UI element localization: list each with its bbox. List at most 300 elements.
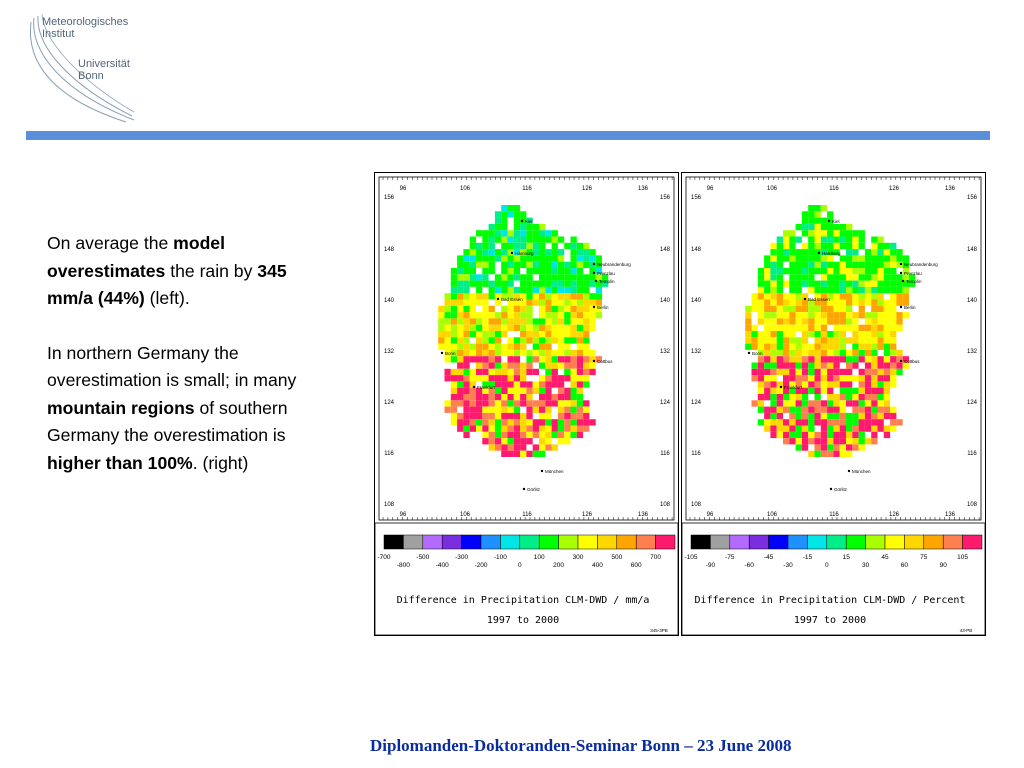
map-grid-cell xyxy=(470,375,476,381)
map-grid-cell xyxy=(501,344,507,350)
map-grid-cell xyxy=(589,255,595,261)
map-grid-cell xyxy=(514,337,520,343)
map-grid-cell xyxy=(457,274,463,280)
map-grid-cell xyxy=(865,381,871,387)
map-grid-cell xyxy=(476,375,482,381)
map-grid-cell xyxy=(457,318,463,324)
map-grid-cell xyxy=(878,293,884,299)
map-grid-cell xyxy=(463,262,469,268)
map-grid-cell xyxy=(583,375,589,381)
map-grid-cell xyxy=(783,375,789,381)
map-grid-cell xyxy=(777,325,783,331)
map-grid-cell xyxy=(451,325,457,331)
map-grid-cell xyxy=(840,388,846,394)
map-grid-cell xyxy=(808,400,814,406)
map-grid-cell xyxy=(457,255,463,261)
map-grid-cell xyxy=(552,426,558,432)
map-grid-cell xyxy=(482,300,488,306)
map-grid-cell xyxy=(533,419,539,425)
y-tick-label: 108 xyxy=(659,502,671,508)
map-grid-cell xyxy=(539,444,545,450)
map-grid-cell xyxy=(552,287,558,293)
map-grid-cell xyxy=(533,444,539,450)
map-grid-cell xyxy=(558,388,564,394)
map-grid-cell xyxy=(827,211,833,217)
city-label: Bonn xyxy=(752,351,763,356)
scale-label: 300 xyxy=(572,554,584,561)
city-marker xyxy=(828,220,830,222)
map-grid-cell xyxy=(564,281,570,287)
map-grid-cell xyxy=(808,381,814,387)
map-grid-cell xyxy=(558,419,564,425)
map-grid-cell xyxy=(495,318,501,324)
map-grid-cell xyxy=(840,350,846,356)
map-grid-cell xyxy=(545,394,551,400)
map-grid-cell xyxy=(852,375,858,381)
map-grid-cell xyxy=(596,293,602,299)
map-grid-cell xyxy=(758,293,764,299)
map-grid-cell xyxy=(564,394,570,400)
scale-label: 75 xyxy=(920,554,928,561)
map-grid-cell xyxy=(770,337,776,343)
map-grid-cell xyxy=(789,337,795,343)
map-grid-cell xyxy=(501,318,507,324)
map-grid-cell xyxy=(833,400,839,406)
map-grid-cell xyxy=(846,243,852,249)
map-grid-cell xyxy=(451,312,457,318)
map-grid-cell xyxy=(777,363,783,369)
map-grid-cell xyxy=(571,394,577,400)
map-grid-cell xyxy=(859,438,865,444)
map-grid-cell xyxy=(476,369,482,375)
map-grid-cell xyxy=(533,230,539,236)
map-grid-cell xyxy=(871,375,877,381)
map-grid-cell xyxy=(859,369,865,375)
map-grid-cell xyxy=(789,438,795,444)
map-grid-cell xyxy=(852,230,858,236)
map-grid-cell xyxy=(796,350,802,356)
color-scale-swatch xyxy=(807,535,826,549)
map-grid-cell xyxy=(852,243,858,249)
map-grid-cell xyxy=(833,444,839,450)
map-grid-cell xyxy=(833,230,839,236)
map-grid-cell xyxy=(457,344,463,350)
map-grid-cell xyxy=(589,369,595,375)
map-grid-cell xyxy=(846,451,852,457)
color-scale-swatch xyxy=(749,535,768,549)
body-text xyxy=(47,230,337,504)
map-grid-cell xyxy=(539,249,545,255)
map-grid-cell xyxy=(451,375,457,381)
map-grid-cell xyxy=(752,337,758,343)
map-grid-cell xyxy=(846,293,852,299)
map-grid-cell xyxy=(508,325,514,331)
map-grid-cell xyxy=(802,369,808,375)
map-grid-cell xyxy=(827,318,833,324)
map-grid-cell xyxy=(815,438,821,444)
map-grid-cell xyxy=(571,375,577,381)
precipitation-map-right xyxy=(681,172,986,636)
map-grid-cell xyxy=(833,287,839,293)
y-tick-label: 108 xyxy=(966,502,978,508)
map-grid-cell xyxy=(564,268,570,274)
map-grid-cell xyxy=(514,312,520,318)
map-grid-cell xyxy=(514,268,520,274)
x-tick-label: 136 xyxy=(637,512,649,518)
map-grid-cell xyxy=(457,400,463,406)
map-grid-cell xyxy=(583,281,589,287)
map-grid-cell xyxy=(577,419,583,425)
map-graphic xyxy=(682,173,985,635)
map-grid-cell xyxy=(871,381,877,387)
scale-label: 0 xyxy=(517,562,522,569)
map-grid-cell xyxy=(865,350,871,356)
map-grid-cell xyxy=(476,407,482,413)
y-tick-label: 132 xyxy=(966,349,978,355)
map-grid-cell xyxy=(764,426,770,432)
map-grid-cell xyxy=(564,375,570,381)
map-grid-cell xyxy=(451,419,457,425)
map-grid-cell xyxy=(852,337,858,343)
map-grid-cell xyxy=(501,419,507,425)
map-grid-cell xyxy=(808,243,814,249)
map-grid-cell xyxy=(796,262,802,268)
logo-text-line: Bonn xyxy=(78,70,104,82)
map-grid-cell xyxy=(884,394,890,400)
map-grid-cell xyxy=(526,300,532,306)
map-grid-cell xyxy=(802,363,808,369)
map-grid-cell xyxy=(539,375,545,381)
map-grid-cell xyxy=(871,426,877,432)
map-grid-cell xyxy=(821,287,827,293)
map-grid-cell xyxy=(571,381,577,387)
map-grid-cell xyxy=(577,394,583,400)
map-grid-cell xyxy=(865,394,871,400)
map-grid-cell xyxy=(802,419,808,425)
map-grid-cell xyxy=(463,249,469,255)
map-grid-cell xyxy=(802,230,808,236)
map-grid-cell xyxy=(846,388,852,394)
map-grid-cell xyxy=(783,394,789,400)
map-grid-cell xyxy=(896,419,902,425)
map-grid-cell xyxy=(482,375,488,381)
x-tick-label: 126 xyxy=(888,512,900,518)
map-grid-cell xyxy=(789,306,795,312)
map-grid-cell xyxy=(859,287,865,293)
map-grid-cell xyxy=(533,388,539,394)
color-scale-swatch xyxy=(924,535,943,549)
map-grid-cell xyxy=(815,350,821,356)
map-grid-cell xyxy=(470,344,476,350)
map-grid-cell xyxy=(871,413,877,419)
map-grid-cell xyxy=(526,230,532,236)
map-grid-cell xyxy=(808,318,814,324)
city-marker xyxy=(541,470,543,472)
map-grid-cell xyxy=(526,426,532,432)
map-grid-cell xyxy=(852,300,858,306)
map-grid-cell xyxy=(508,211,514,217)
map-grid-cell xyxy=(482,318,488,324)
map-grid-cell xyxy=(821,205,827,211)
map-grid-cell xyxy=(564,438,570,444)
map-grid-cell xyxy=(852,400,858,406)
map-grid-cell xyxy=(827,407,833,413)
map-grid-cell xyxy=(871,350,877,356)
map-grid-cell xyxy=(514,388,520,394)
map-grid-cell xyxy=(871,293,877,299)
map-grid-cell xyxy=(796,318,802,324)
map-grid-cell xyxy=(884,306,890,312)
map-grid-cell xyxy=(520,230,526,236)
map-grid-cell xyxy=(859,394,865,400)
map-grid-cell xyxy=(501,325,507,331)
map-grid-cell xyxy=(558,375,564,381)
city-label: Hamburg xyxy=(515,251,534,256)
map-grid-cell xyxy=(564,419,570,425)
map-grid-cell xyxy=(539,331,545,337)
map-grid-cell xyxy=(783,407,789,413)
map-grid-cell xyxy=(865,438,871,444)
map-grid-cell xyxy=(815,262,821,268)
map-grid-cell xyxy=(884,281,890,287)
city-marker xyxy=(473,386,475,388)
map-grid-cell xyxy=(802,249,808,255)
map-grid-cell xyxy=(827,243,833,249)
map-grid-cell xyxy=(821,451,827,457)
map-grid-cell xyxy=(564,262,570,268)
map-grid-cell xyxy=(758,381,764,387)
map-grid-cell xyxy=(545,268,551,274)
city-label: Prenzlau xyxy=(597,271,615,276)
map-grid-cell xyxy=(821,438,827,444)
map-grid-cell xyxy=(552,350,558,356)
map-grid-cell xyxy=(865,300,871,306)
city-marker xyxy=(497,298,499,300)
map-grid-cell xyxy=(840,237,846,243)
map-grid-cell xyxy=(777,426,783,432)
map-grid-cell xyxy=(482,350,488,356)
map-grid-cell xyxy=(495,388,501,394)
x-tick-label: 136 xyxy=(944,186,956,192)
map-grid-cell xyxy=(777,419,783,425)
map-grid-cell xyxy=(758,388,764,394)
map-grid-cell xyxy=(495,426,501,432)
map-grid-cell xyxy=(451,293,457,299)
map-grid-cell xyxy=(802,325,808,331)
map-grid-cell xyxy=(865,375,871,381)
map-grid-cell xyxy=(539,318,545,324)
map-grid-cell xyxy=(526,281,532,287)
map-grid-cell xyxy=(463,318,469,324)
map-grid-cell xyxy=(878,262,884,268)
map-grid-cell xyxy=(878,344,884,350)
map-grid-cell xyxy=(878,381,884,387)
map-grid-cell xyxy=(789,274,795,280)
map-grid-cell xyxy=(840,325,846,331)
city-marker xyxy=(900,272,902,274)
scale-label: 30 xyxy=(861,562,870,569)
map-grid-cell xyxy=(457,262,463,268)
map-grid-cell xyxy=(833,407,839,413)
city-marker xyxy=(593,263,595,265)
map-grid-cell xyxy=(539,356,545,362)
map-grid-cell xyxy=(758,274,764,280)
map-grid-cell xyxy=(489,318,495,324)
map-grid-cell xyxy=(808,287,814,293)
map-grid-cell xyxy=(564,331,570,337)
map-grid-cell xyxy=(514,381,520,387)
map-grid-cell xyxy=(852,407,858,413)
map-grid-cell xyxy=(476,318,482,324)
map-grid-cell xyxy=(764,281,770,287)
map-grid-cell xyxy=(777,388,783,394)
map-grid-cell xyxy=(495,381,501,387)
map-grid-cell xyxy=(808,281,814,287)
map-grid-cell xyxy=(564,274,570,280)
map-grid-cell xyxy=(508,312,514,318)
map-grid-cell xyxy=(770,249,776,255)
map-grid-cell xyxy=(789,350,795,356)
paragraph-1 xyxy=(47,230,337,313)
map-grid-cell xyxy=(884,325,890,331)
map-grid-cell xyxy=(752,344,758,350)
map-grid-cell xyxy=(514,205,520,211)
map-grid-cell xyxy=(508,337,514,343)
map-grid-cell xyxy=(789,369,795,375)
map-grid-cell xyxy=(526,325,532,331)
y-tick-label: 140 xyxy=(966,298,978,304)
x-tick-label: 106 xyxy=(766,512,778,518)
map-grid-cell xyxy=(815,451,821,457)
map-grid-cell xyxy=(890,413,896,419)
map-grid-cell xyxy=(852,394,858,400)
map-grid-cell xyxy=(865,344,871,350)
map-grid-cell xyxy=(577,255,583,261)
map-grid-cell xyxy=(489,356,495,362)
map-grid-cell xyxy=(833,381,839,387)
map-grid-cell xyxy=(752,293,758,299)
map-grid-cell xyxy=(495,331,501,337)
map-grid-cell xyxy=(890,375,896,381)
map-grid-cell xyxy=(476,356,482,362)
scale-label: 100 xyxy=(533,554,545,561)
map-grid-cell xyxy=(457,369,463,375)
scale-label: -30 xyxy=(783,562,793,569)
map-grid-cell xyxy=(482,369,488,375)
map-grid-cell xyxy=(871,394,877,400)
map-grid-cell xyxy=(445,375,451,381)
map-grid-cell xyxy=(846,350,852,356)
map-grid-cell xyxy=(808,375,814,381)
map-grid-cell xyxy=(558,300,564,306)
map-grid-cell xyxy=(815,237,821,243)
map-grid-cell xyxy=(802,356,808,362)
map-grid-cell xyxy=(489,350,495,356)
map-grid-cell xyxy=(526,255,532,261)
map-grid-cell xyxy=(770,274,776,280)
map-grid-cell xyxy=(501,444,507,450)
y-tick-label: 116 xyxy=(967,451,977,457)
map-grid-cell xyxy=(545,375,551,381)
city-marker xyxy=(848,470,850,472)
map-grid-cell xyxy=(533,344,539,350)
map-grid-cell xyxy=(508,369,514,375)
map-grid-cell xyxy=(583,413,589,419)
map-grid-cell xyxy=(871,255,877,261)
map-grid-cell xyxy=(758,369,764,375)
map-grid-cell xyxy=(815,306,821,312)
city-marker xyxy=(900,263,902,265)
city-marker xyxy=(521,220,523,222)
map-grid-cell xyxy=(859,230,865,236)
map-grid-cell xyxy=(815,432,821,438)
map-grid-cell xyxy=(808,211,814,217)
map-grid-cell xyxy=(802,337,808,343)
map-grid-cell xyxy=(770,350,776,356)
map-grid-cell xyxy=(508,318,514,324)
map-grid-cell xyxy=(802,426,808,432)
map-grid-cell xyxy=(846,312,852,318)
map-grid-cell xyxy=(815,369,821,375)
map-grid-cell xyxy=(476,249,482,255)
map-grid-cell xyxy=(470,356,476,362)
map-grid-cell xyxy=(489,306,495,312)
map-grid-cell xyxy=(545,230,551,236)
map-grid-cell xyxy=(777,312,783,318)
map-grid-cell xyxy=(840,306,846,312)
city-label: Görlitz xyxy=(834,487,848,492)
map-grid-cell xyxy=(840,407,846,413)
map-grid-cell xyxy=(852,318,858,324)
map-grid-cell xyxy=(533,407,539,413)
map-grid-cell xyxy=(884,262,890,268)
map-grid-cell xyxy=(796,237,802,243)
map-grid-cell xyxy=(489,363,495,369)
map-grid-cell xyxy=(476,300,482,306)
map-grid-cell xyxy=(482,262,488,268)
map-grid-cell xyxy=(770,419,776,425)
map-grid-cell xyxy=(457,268,463,274)
map-grid-cell xyxy=(802,281,808,287)
map-grid-cell xyxy=(558,306,564,312)
city-label: Neubrandenburg xyxy=(904,262,938,267)
map-grid-cell xyxy=(846,274,852,280)
scale-label: -700 xyxy=(377,554,391,561)
color-scale-swatch xyxy=(442,535,461,549)
map-grid-cell xyxy=(764,356,770,362)
map-grid-cell xyxy=(539,224,545,230)
map-grid-cell xyxy=(495,369,501,375)
header-rule xyxy=(26,131,990,140)
map-grid-cell xyxy=(777,400,783,406)
logo-text-line: Meteorologisches xyxy=(42,16,129,28)
map-grid-cell xyxy=(539,325,545,331)
map-grid-cell xyxy=(878,413,884,419)
map-grid-cell xyxy=(821,325,827,331)
map-grid-cell xyxy=(770,325,776,331)
map-grid-cell xyxy=(840,230,846,236)
map-grid-cell xyxy=(833,363,839,369)
map-grid-cell xyxy=(476,281,482,287)
map-grid-cell xyxy=(796,432,802,438)
color-scale-swatch xyxy=(617,535,636,549)
map-grid-cell xyxy=(495,237,501,243)
scale-label: -75 xyxy=(725,554,735,561)
map-grid-cell xyxy=(445,293,451,299)
map-grid-cell xyxy=(890,426,896,432)
map-grid-cell xyxy=(890,369,896,375)
map-grid-cell xyxy=(526,388,532,394)
